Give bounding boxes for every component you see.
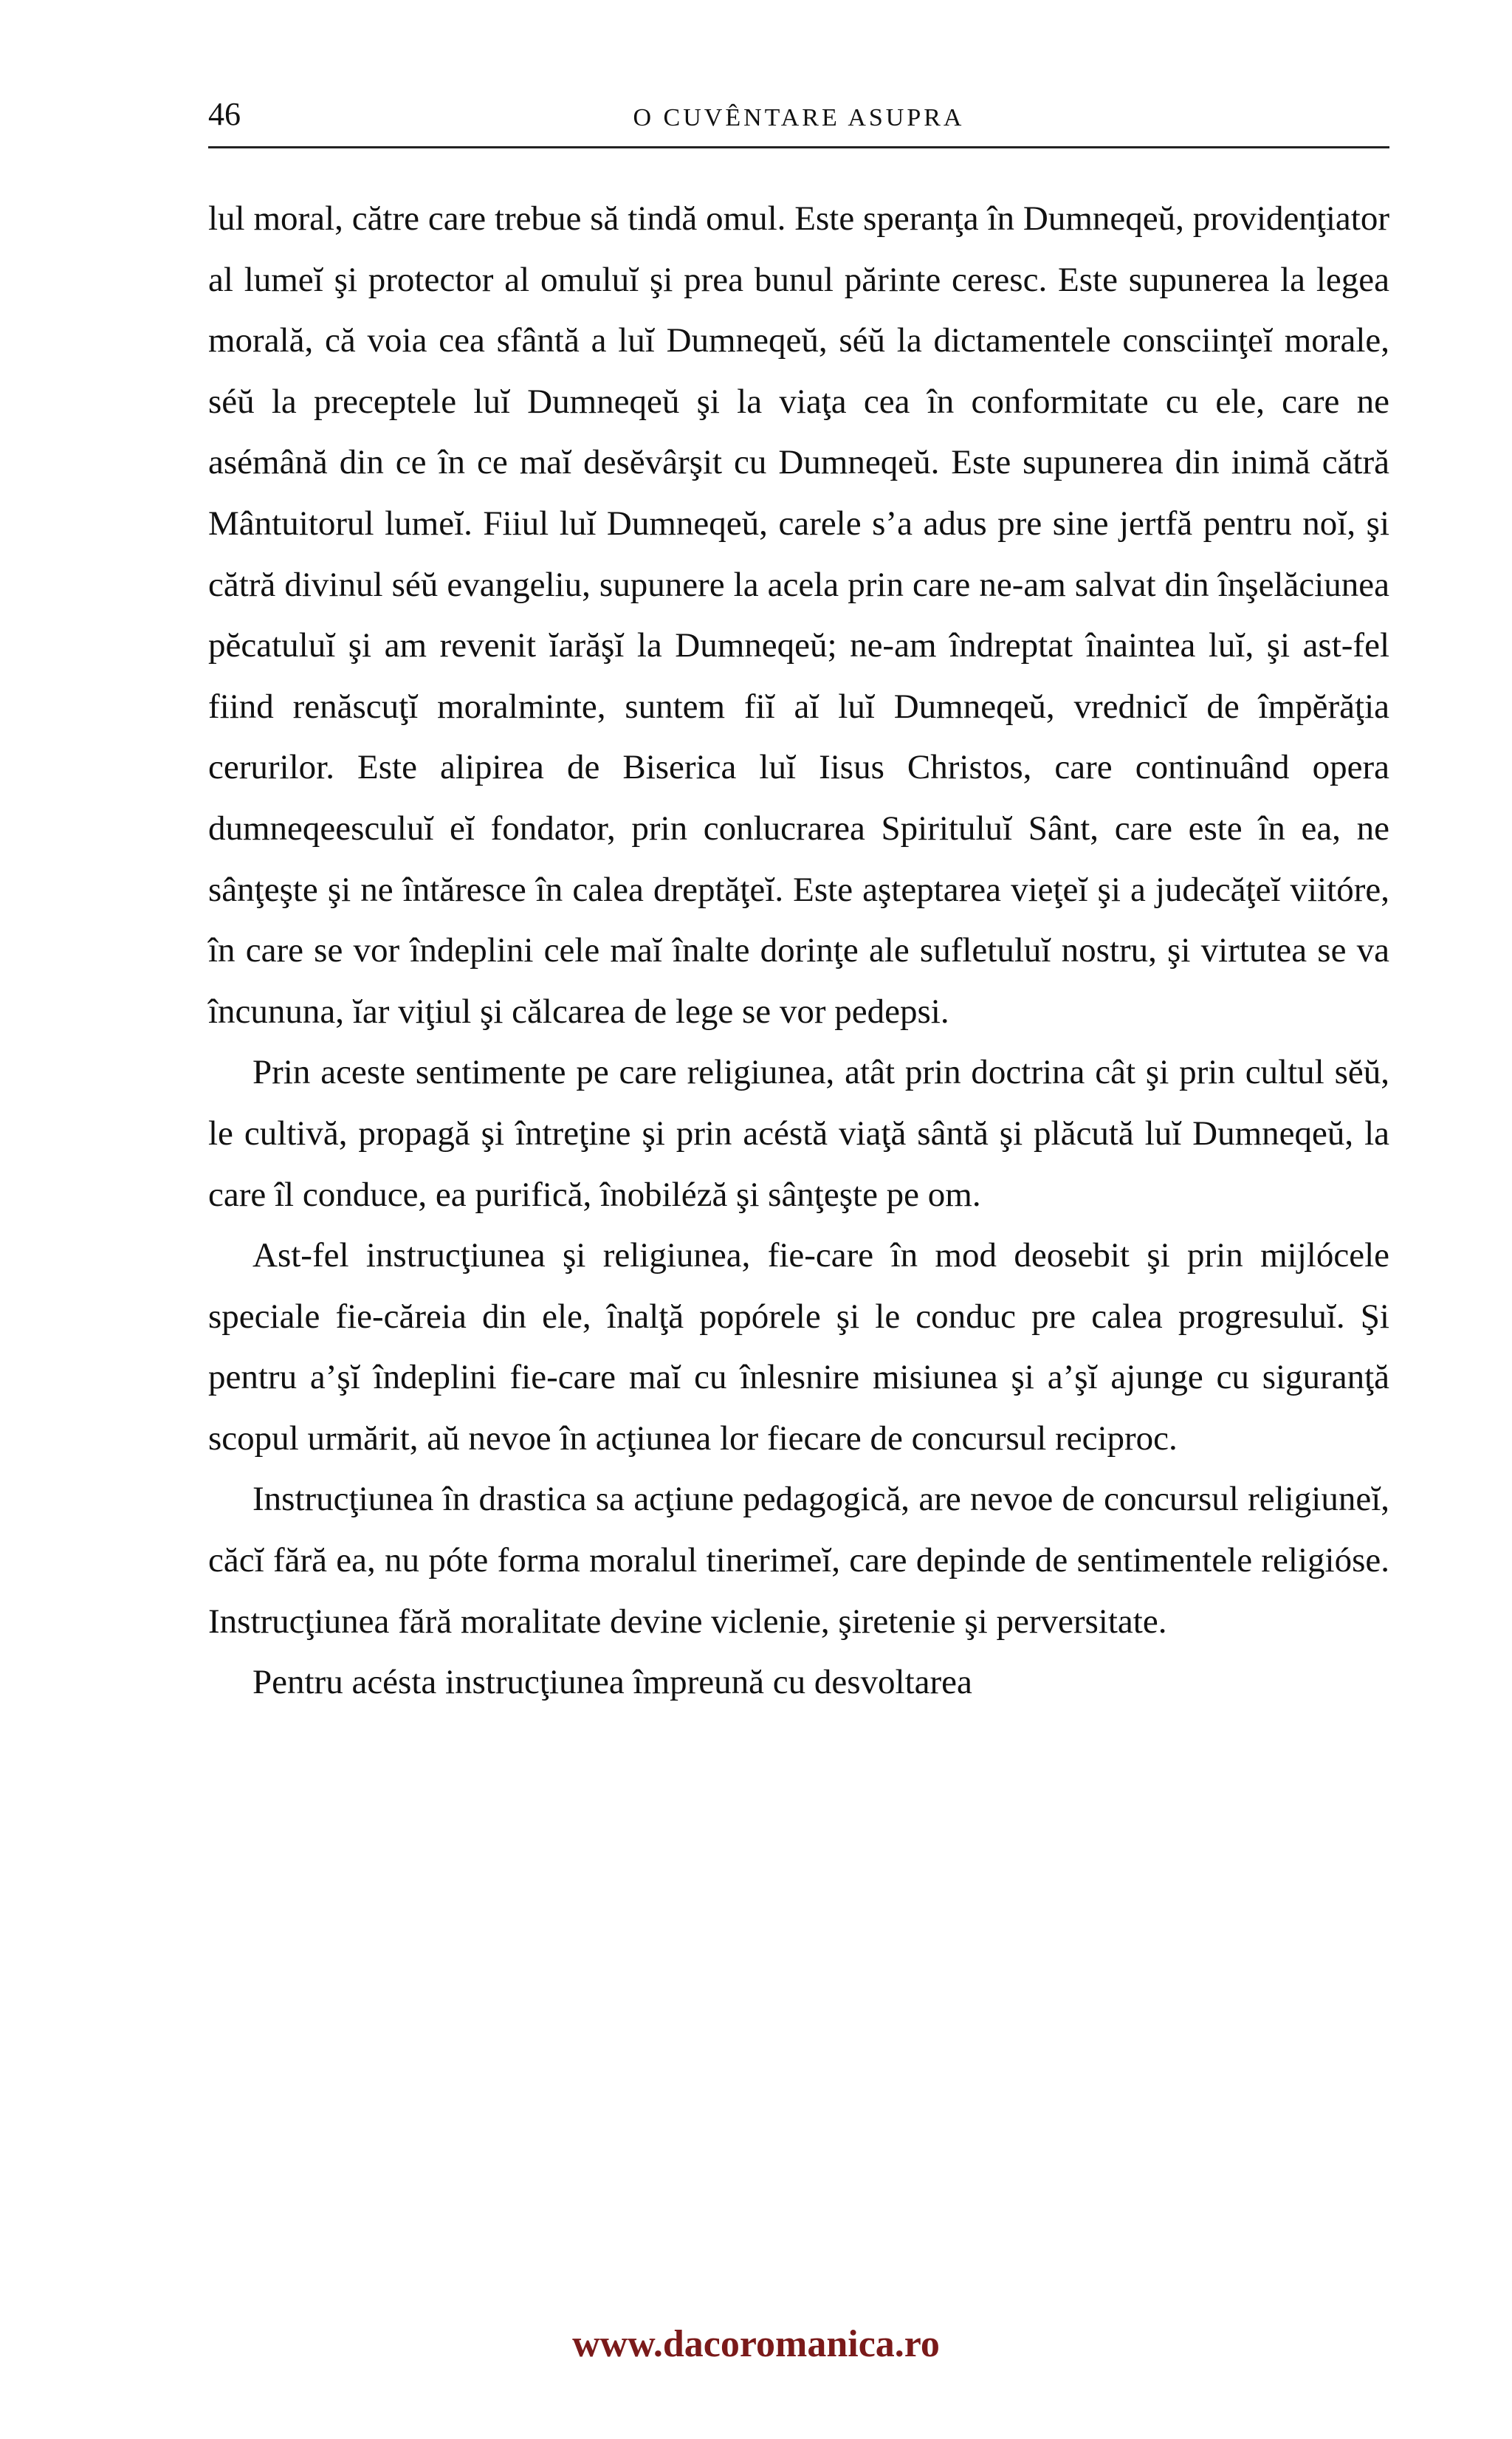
paragraph-last: Pentru acésta instrucţiunea împreună cu desvoltarea <box>252 1663 972 1702</box>
paragraph: Instrucţiunea în drastica sa acţiune pedagogică, are nevoe de concursul religiuneĭ, căcĭ fără ea, nu póte forma moralul tinerimeĭ, care depinde de sentimentele religióse. Instrucţiunea fără moralitate devine viclenie, şiretenie şi perversitate. <box>208 1480 1389 1641</box>
source-watermark-link[interactable]: www.dacoromanica.ro <box>572 2323 940 2365</box>
running-head <box>208 89 1389 148</box>
running-title: O CUVÊNTARE ASUPRA <box>633 104 965 131</box>
paragraph: Prin aceste sentimente pe care religiunea, atât prin doctrina cât şi prin cultul sĕŭ, le cultivă, propagă şi întreţine şi prin acéstă viaţă sântă şi plăcută luĭ Dumneqeŭ, la care îl conduce, ea purifică, înobiléză şi sânţeşte pe om. <box>208 1053 1389 1214</box>
paragraph: Ast-fel instrucţiunea şi religiunea, fie-care în mod deosebit şi prin mijlócele speciale fie-căreia din ele, înalţă popórele şi le conduc pre calea progresuluĭ. Şi pentru a’şĭ îndeplini fie-care maĭ cu înlesnire misiunea şi a’şĭ ajunge cu siguranţă scopul urmărit, aŭ nevoe în acţiunea lor fiecare de concursul reciproc. <box>208 1236 1389 1458</box>
body-text <box>208 188 1389 1713</box>
paragraph-continued: lul moral, către care trebue să tindă omul. Este speranţa în Dumneqeŭ, providenţiator al lumeĭ şi protector al omuluĭ şi prea bunul părinte ceresc. Este supunerea la legea morală, că voia cea sfântă a luĭ Dumneqeŭ, séŭ la dictamentele consciinţeĭ morale, séŭ la preceptele luĭ Dumneqeŭ şi la viaţa cea în conformitate cu ele, care ne asémână din ce în ce maĭ desĕvârşit cu Dumneqeŭ. Este supunerea din inimă cătră Mântuitorul lumeĭ. Fiiul luĭ Dumneqeŭ, carele s’a adus pre sine jertfă pentru noĭ, şi cătră divinul séŭ evangeliu, supunere la acela prin care ne-am salvat din înşelăciunea pĕcatuluĭ şi am revenit ĭarăşĭ la Dumneqeŭ; ne-am îndreptat înaintea luĭ, şi ast-fel fiind renăscuţĭ moralminte, suntem fiĭ aĭ luĭ Dumneqeŭ, vrednicĭ de împĕrăţia cerurilor. Este alipirea de Biserica luĭ Iisus Christos, care continuând opera dumneqeesculuĭ eĭ fondator, prin conlucrarea Spirituluĭ Sânt, care este în ea, ne sânţeşte şi ne întăresce în calea dreptăţeĭ. Este aşteptarea vieţeĭ şi a judecăţeĭ viitóre, în care se vor îndeplini cele maĭ înalte dorinţe ale sufletuluĭ nostru, şi virtutea se va încununa, ĭar viţiul şi călcarea de lege se vor pedepsi. <box>208 199 1389 1031</box>
page-number: 46 <box>208 96 241 132</box>
